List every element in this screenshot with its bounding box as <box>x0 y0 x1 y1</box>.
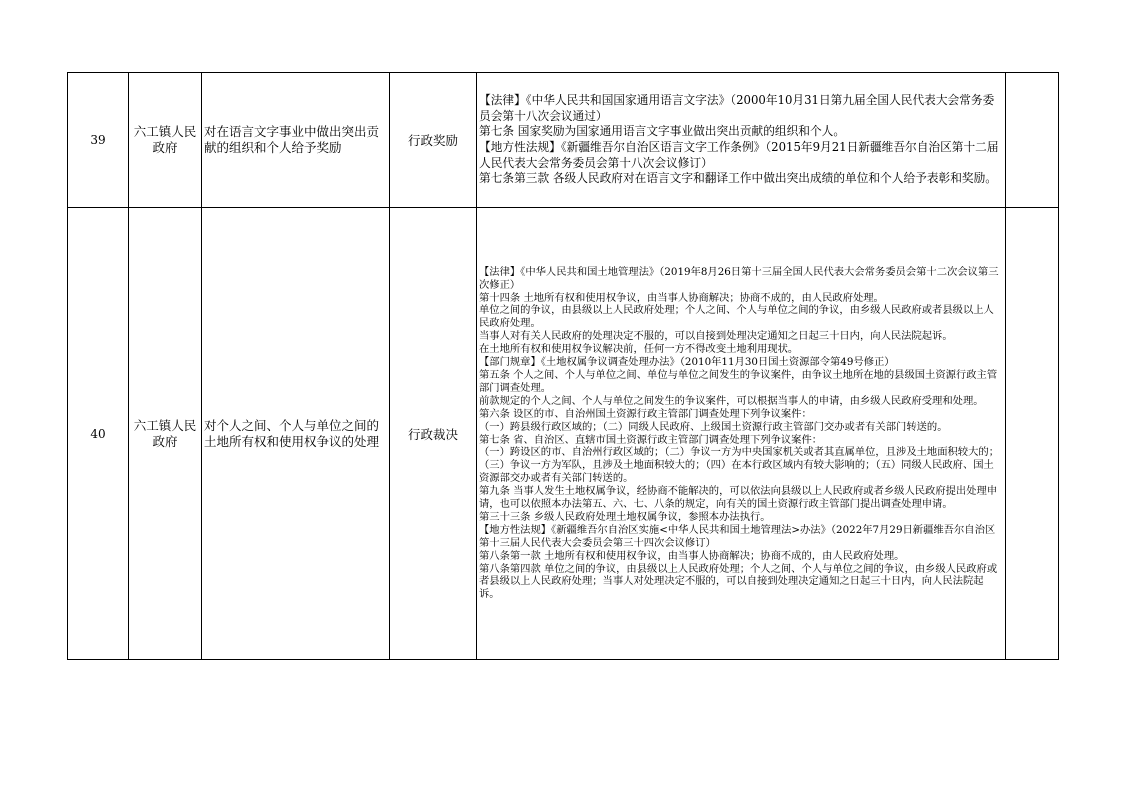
basis-paragraph: 第五条 个人之间、个人与单位之间、单位与单位之间发生的争议案件，由争议土地所在地的县级国土资源行政主管部门调查处理。 <box>479 368 998 394</box>
table-row <box>68 73 1059 208</box>
remarks-cell <box>1006 208 1059 660</box>
implementing-subject: 六工镇人民政府 <box>129 208 202 660</box>
basis-paragraph: 在土地所有权和使用权争议解决前，任何一方不得改变土地利用现状。 <box>479 343 799 356</box>
basis-paragraph: 【法律】《中华人民共和国国家通用语言文字法》（2000年10月31日第九届全国人民代表大会常务委员会第十八次会议通过） <box>479 93 995 123</box>
basis-paragraph: 第十四条 土地所有权和使用权争议，由当事人协商解决；协商不成的，由人民政府处理。 <box>479 291 884 304</box>
legal-basis-cell <box>477 208 1006 660</box>
basis-paragraph: 第三十三条 乡级人民政府处理土地权属争议，参照本办法执行。 <box>479 510 771 523</box>
basis-paragraph: 第九条 当事人发生土地权属争议，经协商不能解决的，可以依法向县级以上人民政府或者乡级人民政府提出处理申请，也可以依照本办法第五、六、七、八条的规定，向有关的国土资源行政主管部门提出调查处理申请。 <box>479 485 998 511</box>
authority-list-table <box>67 72 1059 660</box>
basis-paragraph: 【地方性法规】《新疆维吾尔自治区语言文字工作条例》（2015年9月21日新疆维吾尔自治区第十二届人民代表大会常务委员会第十八次会议修订） <box>479 140 999 170</box>
basis-paragraph: 第八条第一款 土地所有权和使用权争议，由当事人协商解决；协商不成的，由人民政府处理。 <box>479 549 905 562</box>
item-type: 行政裁决 <box>390 208 477 660</box>
basis-paragraph: （一）跨县级行政区域的；（二）同级人民政府、上级国土资源行政主管部门交办或者有关部门转送的。 <box>479 420 948 433</box>
item-name: 对在语言文字事业中做出突出贡献的组织和个人给予奖励 <box>202 73 390 208</box>
table-row <box>68 208 1059 660</box>
basis-paragraph: 单位之间的争议，由县级以上人民政府处理；个人之间、个人与单位之间的争议，由乡级人民政府或者县级以上人民政府处理。 <box>479 304 994 330</box>
row-number: 39 <box>68 73 129 208</box>
item-name: 对个人之间、个人与单位之间的土地所有权和使用权争议的处理 <box>202 208 390 660</box>
row-number: 40 <box>68 208 129 660</box>
legal-basis-cell <box>477 73 1006 208</box>
basis-paragraph: 第八条第四款 单位之间的争议，由县级以上人民政府处理；个人之间、个人与单位之间的争议，由乡级人民政府或者县级以上人民政府处理；当事人对处理决定不服的，可以自接到处理决定通知之日起三十日内，向人民法院起诉。 <box>479 562 998 601</box>
implementing-subject: 六工镇人民政府 <box>129 73 202 208</box>
basis-paragraph: 第七条 国家奖励为国家通用语言文字事业做出突出贡献的组织和个人。 <box>479 124 846 139</box>
basis-paragraph: 第七条第三款 各级人民政府对在语言文字和翻译工作中做出突出成绩的单位和个人给予表彰和奖励。 <box>479 171 997 186</box>
basis-paragraph: 第七条 省、自治区、直辖市国土资源行政主管部门调查处理下列争议案件： <box>479 433 823 446</box>
basis-paragraph: （一）跨设区的市、自治州行政区域的；（二）争议一方为中央国家机关或者其直属单位，且涉及土地面积较大的；（三）争议一方为军队，且涉及土地面积较大的；（四）在本行政区域内有较大影响的；（五）同级人民政府、国土资源部交办或者有关部门转送的。 <box>479 446 999 485</box>
legal-basis <box>479 93 1003 187</box>
remarks-cell <box>1006 73 1059 208</box>
basis-paragraph: 当事人对有关人民政府的处理决定不服的，可以自接到处理决定通知之日起三十日内，向人民法院起诉。 <box>479 330 953 343</box>
basis-paragraph: 第六条 设区的市、自治州国土资源行政主管部门调查处理下列争议案件： <box>479 407 812 420</box>
legal-basis <box>479 266 1003 602</box>
basis-paragraph: 【法律】《中华人民共和国土地管理法》（2019年8月26日第十三届全国人民代表大会常务委员会第十二次会议第三次修正） <box>479 265 999 291</box>
basis-paragraph: 前款规定的个人之间、个人与单位之间发生的争议案件，可以根据当事人的申请，由乡级人民政府受理和处理。 <box>479 394 984 407</box>
item-type: 行政奖励 <box>390 73 477 208</box>
basis-paragraph: 【地方性法规】《新疆维吾尔自治区实施<中华人民共和国土地管理法>办法》（2022年7月29日新疆维吾尔自治区第十三届人民代表大会委员会第三十四次会议修订） <box>479 523 996 549</box>
basis-paragraph: 【部门规章】《土地权属争议调查处理办法》（2010年11月30日国土资源部令第49号修正） <box>479 356 895 369</box>
